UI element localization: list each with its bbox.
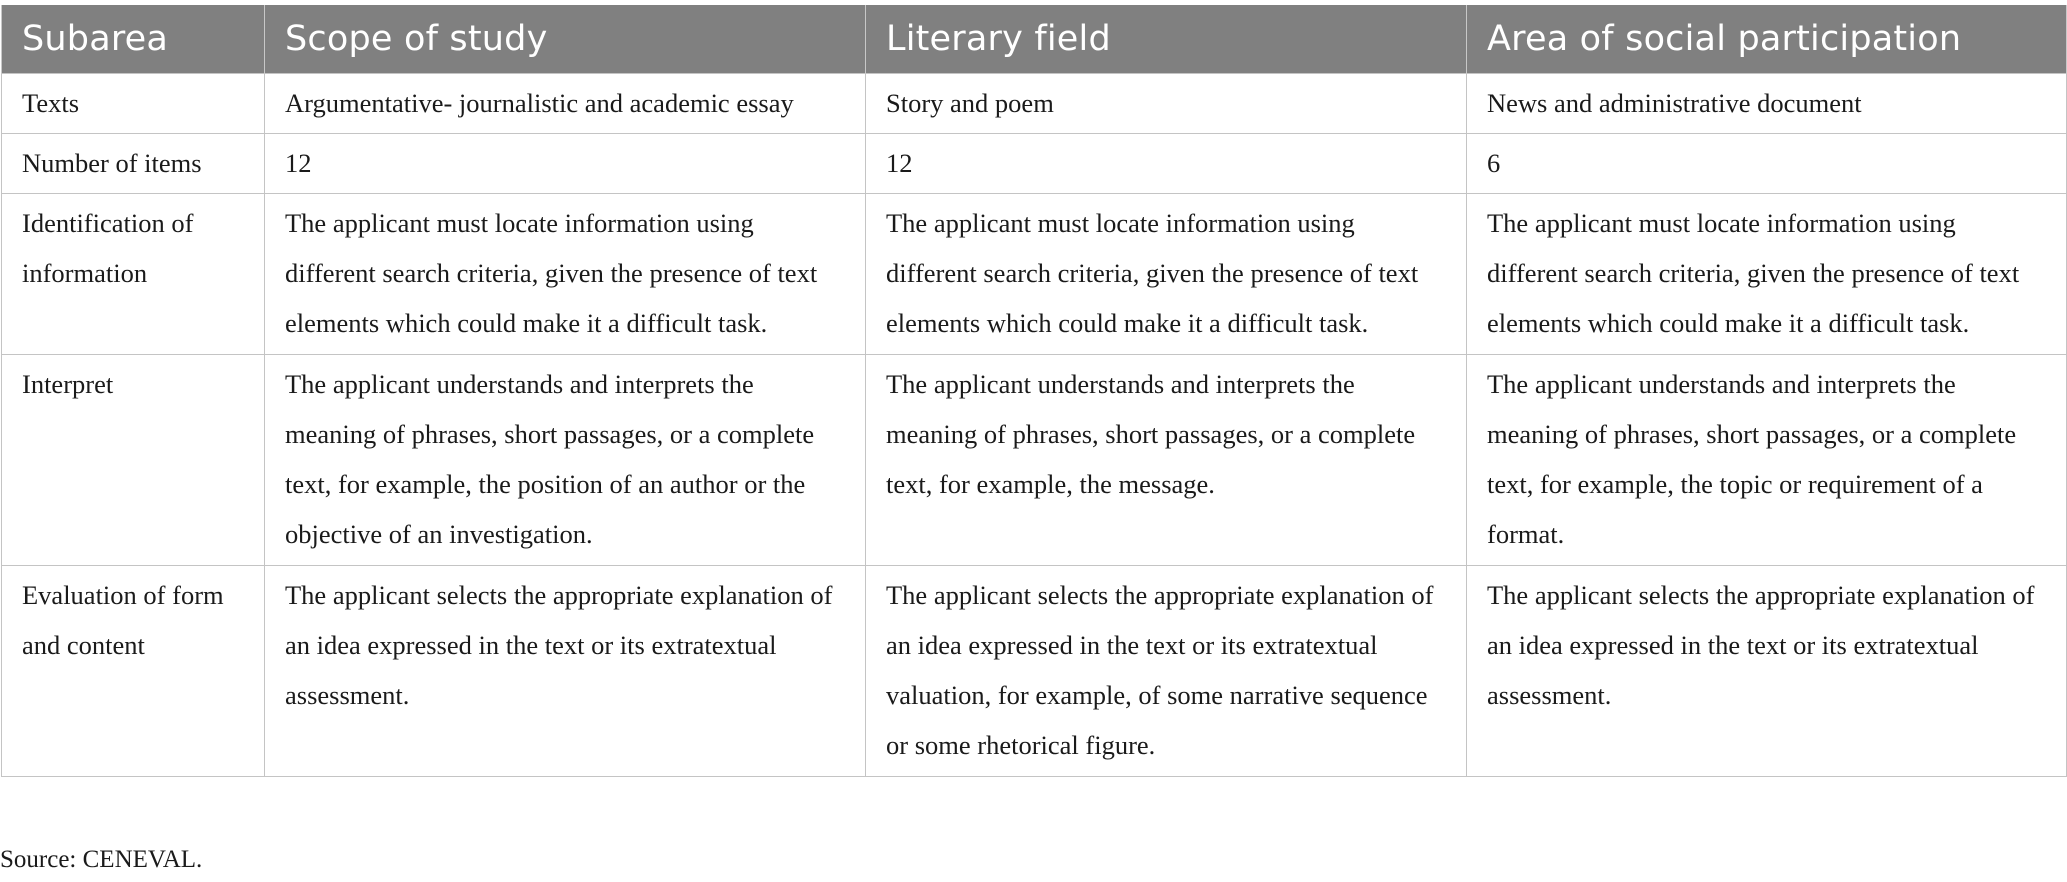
table-cell: News and administrative document: [1467, 73, 2067, 133]
table-row: [2, 133, 2067, 193]
header-scope-of-study: Scope of study: [265, 5, 866, 73]
table-cell: The applicant selects the appropriate explanation of an idea expressed in the text or its extratextual assessment.: [265, 565, 866, 776]
table-cell: The applicant selects the appropriate explanation of an idea expressed in the text or its extratextual assessment.: [1467, 565, 2067, 776]
subarea-table: [1, 5, 2067, 777]
table-cell: The applicant must locate information using different search criteria, given the presence of text elements which could make it a difficult task.: [866, 193, 1467, 354]
row-label: Interpret: [2, 354, 265, 565]
table-cell: 12: [265, 133, 866, 193]
row-label: Number of items: [2, 133, 265, 193]
header-literary-field: Literary field: [866, 5, 1467, 73]
table-cell: The applicant must locate information using different search criteria, given the presence of text elements which could make it a difficult task.: [1467, 193, 2067, 354]
row-label: Identification of information: [2, 193, 265, 354]
table-row: [2, 565, 2067, 776]
row-label: Texts: [2, 73, 265, 133]
table-cell: The applicant understands and interprets the meaning of phrases, short passages, or a complete text, for example, the message.: [866, 354, 1467, 565]
table-cell: 6: [1467, 133, 2067, 193]
table-cell: The applicant must locate information using different search criteria, given the presence of text elements which could make it a difficult task.: [265, 193, 866, 354]
table-row: [2, 73, 2067, 133]
table-row: [2, 354, 2067, 565]
row-label: Evaluation of form and content: [2, 565, 265, 776]
table-row: [2, 193, 2067, 354]
table-cell: 12: [866, 133, 1467, 193]
header-social-participation: Area of social participation: [1467, 5, 2067, 73]
table-cell: The applicant understands and interprets the meaning of phrases, short passages, or a complete text, for example, the position of an author or the objective of an investigation.: [265, 354, 866, 565]
table-cell: The applicant selects the appropriate explanation of an idea expressed in the text or its extratextual valuation, for example, of some narrative sequence or some rhetorical figure.: [866, 565, 1467, 776]
source-footnote: Source: CENEVAL.: [0, 846, 203, 873]
table-cell: The applicant understands and interprets the meaning of phrases, short passages, or a complete text, for example, the topic or requirement of a format.: [1467, 354, 2067, 565]
header-subarea: Subarea: [2, 5, 265, 73]
table-cell: Story and poem: [866, 73, 1467, 133]
table-cell: Argumentative- journalistic and academic essay: [265, 73, 866, 133]
table-header-row: [2, 5, 2067, 73]
